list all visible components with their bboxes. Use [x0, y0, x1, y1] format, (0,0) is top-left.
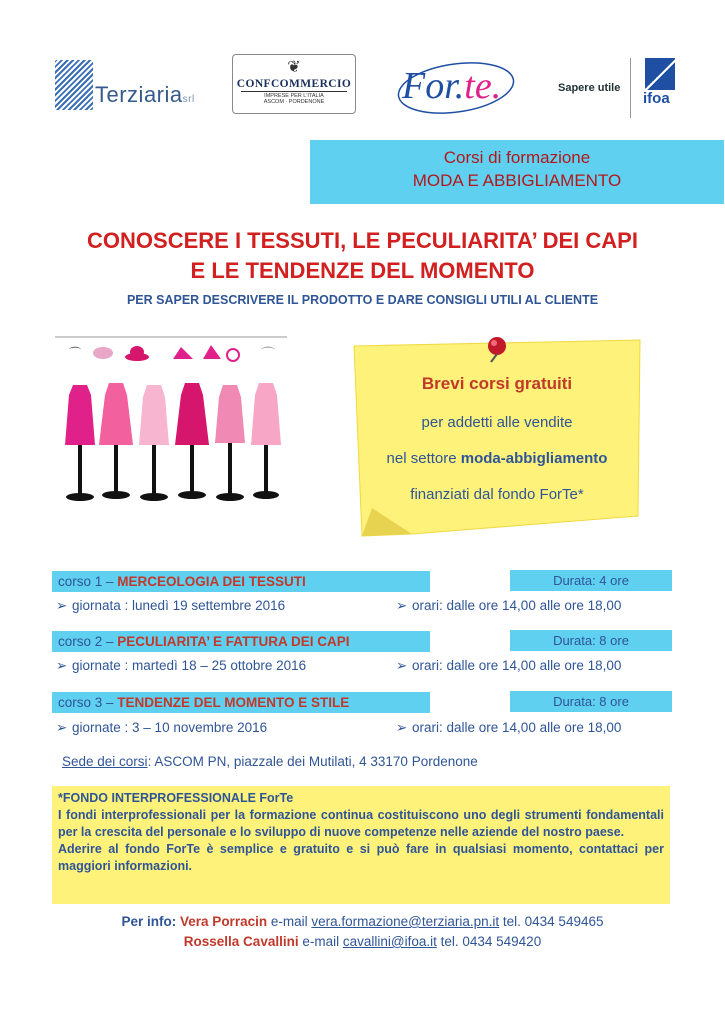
contact-1-email-link[interactable]: vera.formazione@terziaria.pn.it	[311, 914, 500, 929]
arrow-bullet-icon: ➢	[56, 658, 68, 673]
ifoa-name: ifoa	[643, 90, 670, 107]
contact-line-1	[0, 914, 725, 929]
course-2-dates-text: giornate : martedì 18 – 25 ottobre 2016	[72, 658, 307, 673]
course-1-name: MERCEOLOGIA DEI TESSUTI	[117, 574, 306, 589]
main-title-line2: E LE TENDENZE DEL MOMENTO	[190, 258, 535, 283]
course-1-dates-text: giornata : lunedì 19 settembre 2016	[72, 598, 286, 613]
contact-2-name: Rossella Cavallini	[183, 934, 299, 949]
note-line1: per addetti alle vendite	[421, 414, 573, 431]
terziaria-logo	[55, 58, 195, 114]
course-2-header	[52, 631, 430, 652]
fondo-paragraph-2: Aderire al fondo ForTe è semplice e gratuito e si può fare in qualsiasi momento, contattaci per maggiori informazioni.	[58, 842, 664, 873]
course-3-dates	[56, 720, 267, 736]
course-3-name: TENDENZE DEL MOMENTO E STILE	[117, 695, 350, 710]
course-2-hours-text: orari: dalle ore 14,00 alle ore 18,00	[412, 658, 622, 673]
contact-2-email-link[interactable]: cavallini@ifoa.it	[342, 934, 437, 949]
venue-label: Sede dei corsi	[62, 754, 148, 769]
ifoa-logo	[630, 58, 687, 118]
sapere-utile-text: Sapere utile	[558, 82, 621, 94]
course-2-hours	[396, 658, 621, 674]
note-line2-lead: nel settore	[386, 450, 461, 467]
arrow-bullet-icon: ➢	[396, 720, 408, 735]
contact-line-2	[0, 934, 725, 949]
note-line3: finanziati dal fondo ForTe*	[410, 486, 584, 503]
confcommercio-sub2: ASCOM · PORDENONE	[263, 99, 325, 105]
course-1-duration: Durata: 4 ore	[510, 570, 672, 591]
contact-1-name: Vera Porracin	[180, 914, 268, 929]
subtitle: PER SAPER DESCRIVERE IL PRODOTTO E DARE CONSIGLI UTILI AL CLIENTE	[126, 293, 599, 307]
arrow-bullet-icon: ➢	[396, 658, 408, 673]
course-3-hours-text: orari: dalle ore 14,00 alle ore 18,00	[412, 720, 622, 735]
forte-part2: te.	[464, 65, 502, 107]
course-2-dates	[56, 658, 306, 674]
contact-2-phone: tel. 0434 549420	[436, 934, 542, 949]
sticky-note	[352, 338, 642, 538]
banner-line2: MODA E ABBIGLIAMENTO	[412, 171, 622, 190]
terziaria-srl: srl	[182, 94, 195, 105]
course-1-header	[52, 571, 430, 592]
main-title	[0, 226, 725, 286]
course-3-prefix: corso 3 –	[58, 695, 118, 710]
contact-1-email-label: e-mail	[267, 914, 312, 929]
forte-logo	[396, 56, 520, 116]
terziaria-name: Terziaria	[95, 82, 183, 107]
svg-text:⌒: ⌒	[69, 346, 82, 360]
fondo-info-box	[52, 786, 670, 904]
note-title: Brevi corsi gratuiti	[421, 374, 573, 393]
arrow-bullet-icon: ➢	[56, 598, 68, 613]
banner-line1: Corsi di formazione	[443, 148, 591, 167]
sticky-note-paper-icon	[352, 338, 642, 538]
contact-1-phone: tel. 0434 549465	[499, 914, 604, 929]
course-3-duration: Durata: 8 ore	[510, 691, 672, 712]
pushpin-icon	[482, 334, 512, 364]
course-1-hours-text: orari: dalle ore 14,00 alle ore 18,00	[412, 598, 622, 613]
course-2-duration: Durata: 8 ore	[510, 630, 672, 651]
ifoa-mark-icon	[645, 58, 675, 90]
confcommercio-sub1: IMPRESE PER L'ITALIA	[241, 91, 347, 99]
course-1-hours	[396, 598, 621, 614]
confcommercio-name: CONFCOMMERCIO	[236, 78, 352, 90]
confcommercio-logo	[232, 54, 356, 114]
terziaria-mark-icon	[55, 60, 93, 110]
course-category-banner	[310, 140, 724, 204]
course-3-hours	[396, 720, 621, 736]
dresses-illustration	[55, 335, 287, 521]
svg-text:⌒: ⌒	[261, 346, 275, 362]
contact-2-email-label: e-mail	[298, 934, 343, 949]
course-1-prefix: corso 1 –	[58, 574, 118, 589]
course-3-header	[52, 692, 430, 713]
arrow-bullet-icon: ➢	[56, 720, 68, 735]
arrow-bullet-icon: ➢	[396, 598, 408, 613]
course-1-dates	[56, 598, 285, 614]
forte-part1: For.	[402, 65, 465, 107]
contact-lead: Per info:	[121, 914, 181, 929]
fondo-paragraph-1: I fondi interprofessionali per la formazione continua costituiscono uno degli strumenti fondamentali per la crescita del personale e lo sviluppo di nuove competenze nelle aziende del nostro paese.	[58, 808, 664, 839]
eagle-icon: ❦	[287, 59, 301, 76]
course-2-prefix: corso 2 –	[58, 634, 118, 649]
course-3-dates-text: giornate : 3 – 10 novembre 2016	[72, 720, 268, 735]
course-2-name: PECULIARITA’ E FATTURA DEI CAPI	[117, 634, 350, 649]
fondo-heading: *FONDO INTERPROFESSIONALE ForTe	[58, 791, 294, 805]
main-title-line1: CONOSCERE I TESSUTI, LE PECULIARITA’ DEI CAPI	[87, 228, 638, 253]
note-line2	[352, 450, 642, 467]
note-line2-sector: moda-abbigliamento	[460, 450, 608, 467]
venue-address: : ASCOM PN, piazzale dei Mutilati, 4 33170 Pordenone	[147, 754, 478, 769]
course-venue	[62, 754, 478, 769]
